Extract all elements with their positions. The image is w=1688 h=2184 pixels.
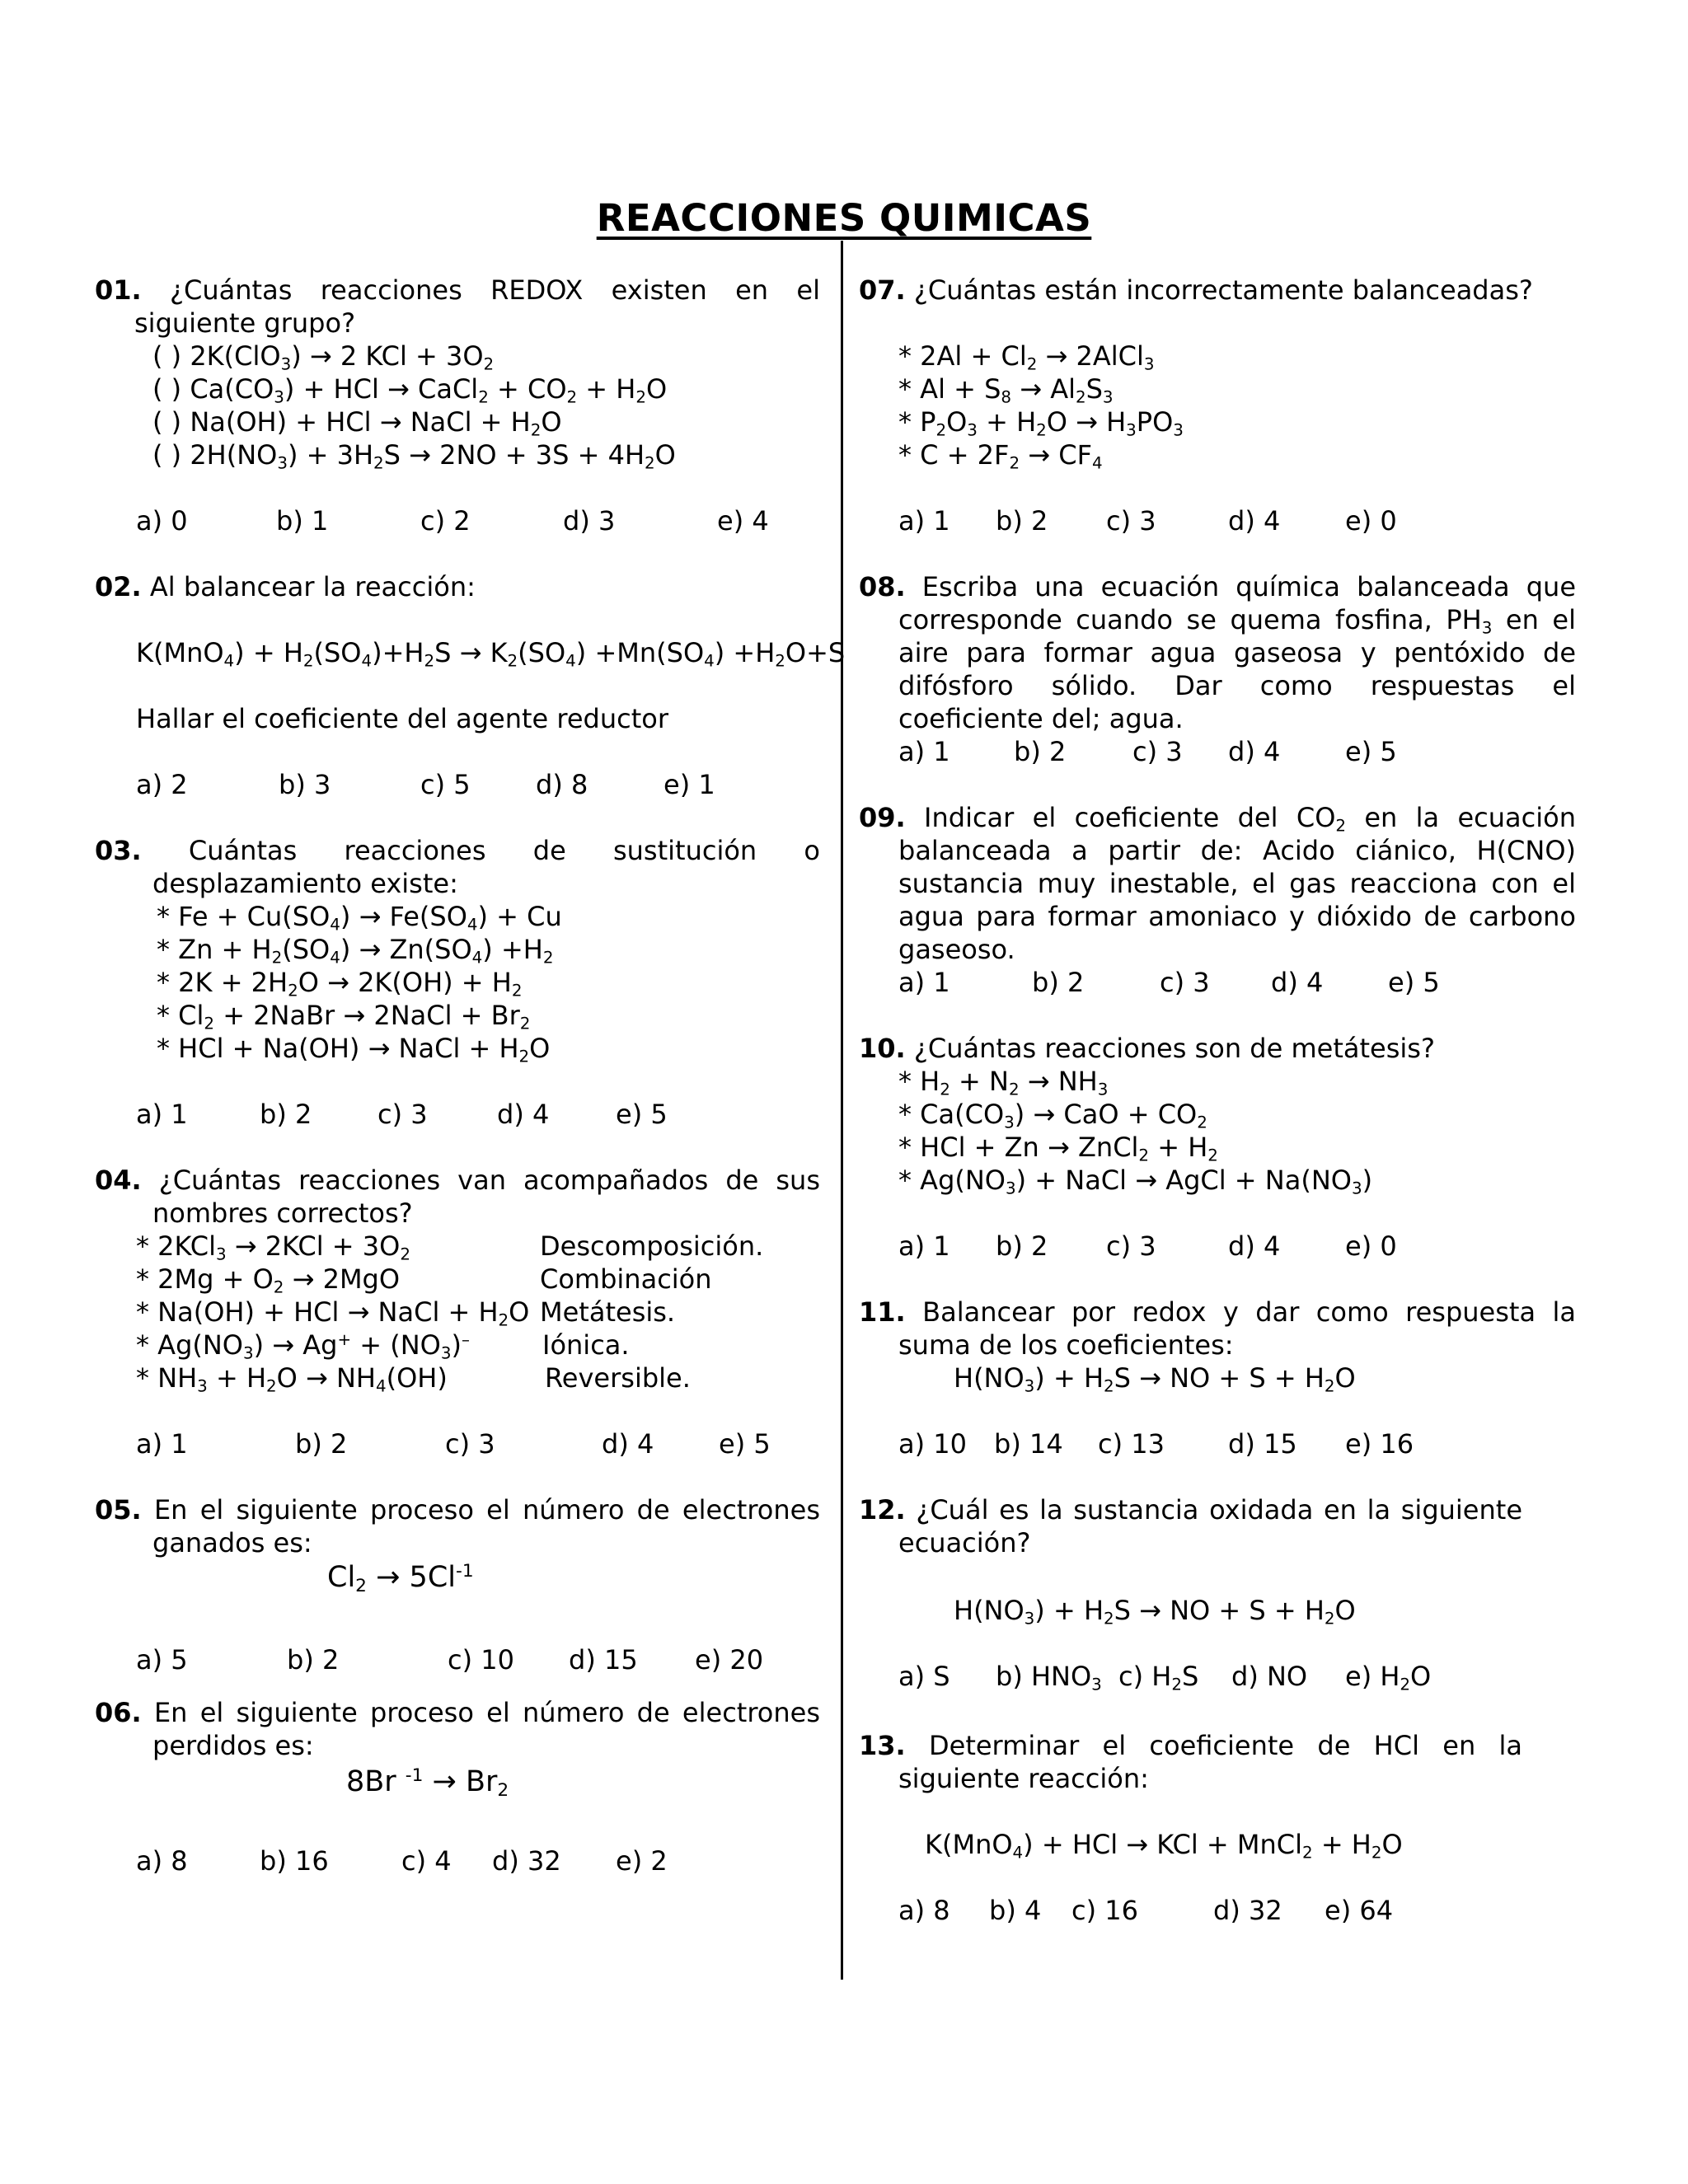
column-divider <box>841 241 843 1980</box>
reaction-line: * HCl + Na(OH) → NaCl + $H_2O$ <box>157 1033 551 1066</box>
option-b: b) 2 <box>996 505 1048 537</box>
question-13-text: 13. Determinar el coeficiente de HCl en la siguiente reacción: <box>859 1730 1523 1794</box>
option-d: d) 4 <box>497 1099 550 1130</box>
reaction-line: * $Ag(NO_3)$ + NaCl → AgCl + $Na(NO_3)$ <box>898 1165 1373 1198</box>
option-b: b) $HNO_3$ <box>996 1661 1102 1694</box>
reaction-line: * $NH_3 + H_2O \to NH_4(OH)$ <box>136 1362 448 1396</box>
option-c: c) 16 <box>1071 1895 1138 1926</box>
question-05-text: 05. En el siguiente proceso el número de electrones ganados es: <box>95 1494 820 1558</box>
option-c: c) $H_2S$ <box>1118 1661 1199 1694</box>
page-title: REACCIONES QUIMICAS <box>596 196 1092 240</box>
reaction-line: * $2Al + Cl_2$ → 2AlCl$_3$ <box>898 340 1155 374</box>
question-05 <box>95 1493 820 1675</box>
question-12-text: 12. ¿Cuál es la sustancia oxidada en la siguiente ecuación? <box>859 1494 1523 1558</box>
reaction-line: ( ) 2K(ClO$_3$) → 2 KCl + $3O_2$ <box>152 340 495 374</box>
question-11-text: 11. Balancear por redox y dar como respuesta la suma de los coeficientes: <box>859 1296 1577 1361</box>
option-c: c) 3 <box>445 1428 495 1460</box>
reaction-name: Descomposición. <box>540 1230 764 1262</box>
question-11 <box>859 1296 1577 1460</box>
option-a: a) 8 <box>898 1895 950 1926</box>
option-a: a) 8 <box>136 1845 188 1877</box>
reaction-line: $H(NO_3) + H_2S$ → NO + $S + H_2O$ <box>954 1362 1356 1396</box>
option-b: b) 2 <box>996 1230 1048 1262</box>
question-13 <box>859 1729 1576 1926</box>
option-a: a) 5 <box>136 1644 188 1675</box>
option-d: d) 4 <box>1228 1230 1281 1262</box>
option-c: c) 3 <box>1160 967 1210 998</box>
reaction-line: * $P_2O_3 + H_2O \to H_3PO_3$ <box>898 406 1184 440</box>
option-d: d) 4 <box>1228 736 1281 767</box>
option-d: d) 8 <box>536 769 588 800</box>
option-b: b) 2 <box>1014 736 1067 767</box>
option-c: c) 5 <box>420 769 471 800</box>
option-c: c) 3 <box>377 1099 428 1130</box>
option-e: e) 16 <box>1345 1428 1414 1460</box>
reaction-line: $K(MnO_4) + H_2(SO_4)+H_2S \to K_2(SO_4) +Mn(SO_4) +H_2O+S$ <box>136 637 846 671</box>
question-10-text: 10. ¿Cuántas reacciones son de metátesis? <box>859 1033 1435 1064</box>
reaction-line: ( ) $2H(NO_3) + 3H_2S \to 2NO + 3S + 4H_2O$ <box>152 439 676 473</box>
option-a: a) 0 <box>136 505 188 537</box>
option-d: d) 4 <box>1228 505 1281 537</box>
reaction-line: * $C + 2F_2 \to CF_4$ <box>898 439 1103 473</box>
option-d: d) 32 <box>1213 1895 1282 1926</box>
option-d: d) 32 <box>492 1845 561 1877</box>
option-a: a) S <box>898 1661 950 1692</box>
option-e: e) 0 <box>1345 1230 1397 1262</box>
option-c: c) 4 <box>401 1845 452 1877</box>
question-01 <box>95 274 821 537</box>
process-line: 8Br $^{-1} \to Br_2$ <box>346 1765 509 1802</box>
reaction-name: Metátesis. <box>540 1296 676 1328</box>
question-04-text: 04. ¿Cuántas reacciones van acompañados de sus nombres correctos? <box>95 1165 821 1229</box>
reaction-line: * $Ca(CO_3)$ → CaO + $CO_2$ <box>898 1099 1207 1132</box>
option-d: d) 3 <box>563 505 616 537</box>
question-09-text: 09. Indicar el coeficiente del $CO_2$ en la ecuación balanceada a partir de: Acido ciánico, H(CNO) sustancia muy inestable, el gas reacciona con el agua para formar amoniaco y dióxido de carbono gaseoso. <box>859 802 1577 965</box>
option-e: e) 5 <box>1345 736 1397 767</box>
option-a: a) 1 <box>136 1428 188 1460</box>
reaction-line: * $2K + 2H_2O \to 2K(OH) + H_2$ <box>157 967 523 1001</box>
option-e: e) 4 <box>717 505 769 537</box>
option-e: e) 0 <box>1345 505 1397 537</box>
reaction-line: * $Al + S_8 \to Al_2S_3$ <box>898 373 1114 407</box>
option-a: a) 10 <box>898 1428 967 1460</box>
question-06-text: 06. En el siguiente proceso el número de electrones perdidos es: <box>95 1697 820 1761</box>
option-e: e) 5 <box>1388 967 1440 998</box>
reaction-line: * $H_2 + N_2 \to NH_3$ <box>898 1066 1109 1099</box>
option-b: b) 2 <box>1032 967 1085 998</box>
question-08 <box>859 570 1577 767</box>
question-06 <box>95 1696 820 1877</box>
option-b: b) 2 <box>295 1428 348 1460</box>
question-02-text: 02. Al balancear la reacción: <box>95 571 476 602</box>
option-b: b) 3 <box>279 769 331 800</box>
option-b: b) 1 <box>276 505 329 537</box>
option-c: c) 2 <box>420 505 471 537</box>
reaction-line: ( ) Na(OH) + HCl → NaCl + $H_2O$ <box>152 406 562 440</box>
option-e: e) 1 <box>663 769 715 800</box>
option-e: e) 5 <box>719 1428 771 1460</box>
option-e: e) 64 <box>1325 1895 1394 1926</box>
reaction-name: Combinación <box>540 1263 712 1295</box>
reaction-line: ( ) $Ca(CO_3)$ + HCl → CaCl$_2$ + $CO_2 + H_2O$ <box>152 373 668 407</box>
option-c: c) 3 <box>1106 1230 1156 1262</box>
question-12 <box>859 1493 1576 1694</box>
reaction-line: * $Zn + H_2(SO_4) \to Zn(SO_4) +H_2$ <box>157 934 554 968</box>
question-04 <box>95 1164 821 1460</box>
option-d: d) 15 <box>569 1644 638 1675</box>
option-a: a) 1 <box>898 1230 950 1262</box>
option-b: b) 2 <box>260 1099 312 1130</box>
option-c: c) 3 <box>1106 505 1156 537</box>
option-a: a) 1 <box>898 505 950 537</box>
question-03 <box>95 834 821 1130</box>
option-d: d) 4 <box>1271 967 1324 998</box>
reaction-line: K(MnO$_4$) + HCl → KCl + MnCl$_2$ + $H_2O$ <box>925 1829 1403 1863</box>
reaction-line: * $2Mg + O_2 \to 2MgO$ <box>136 1263 401 1297</box>
reaction-line: $H(NO_3) + H_2S$ → NO + $S + H_2O$ <box>954 1595 1356 1629</box>
question-09 <box>859 801 1577 998</box>
question-07 <box>859 274 1576 537</box>
option-b: b) 2 <box>287 1644 340 1675</box>
option-b: b) 4 <box>989 1895 1042 1926</box>
option-d: d) NO <box>1231 1661 1308 1692</box>
option-e: e) 5 <box>616 1099 668 1130</box>
reaction-line: * Na(OH) + HCl → NaCl + $H_2O$ <box>136 1296 530 1330</box>
option-e: e) 2 <box>616 1845 668 1877</box>
option-a: a) 1 <box>898 967 950 998</box>
question-03-text: 03. Cuántas reacciones de sustitución o desplazamiento existe: <box>95 835 821 899</box>
question-02-prompt: Hallar el coeficiente del agente reductor <box>136 703 668 734</box>
reaction-name: Reversible. <box>545 1362 691 1394</box>
option-b: b) 16 <box>260 1845 329 1877</box>
question-08-text: 08. Escriba una ecuación química balanceada que corresponde cuando se quema fosfina, $PH_3$ en el aire para formar agua gaseosa y pentóxido de difósforo sólido. Dar como respuestas el coeficiente del; agua. <box>859 571 1577 734</box>
reaction-line: * $Fe + Cu(SO_4) \to Fe(SO_4) + Cu$ <box>157 901 562 935</box>
option-a: a) 1 <box>898 736 950 767</box>
option-b: b) 14 <box>994 1428 1063 1460</box>
reaction-line: * $Ag(NO_3) \to Ag^+ + (NO_3)^-$ <box>136 1329 470 1363</box>
reaction-line: * $Cl_2$ + 2NaBr → 2NaCl + $Br_2$ <box>157 1000 531 1033</box>
reaction-line: * $2KCl_3 \to 2KCl + 3O_2$ <box>136 1230 410 1264</box>
question-01-text: 01. ¿Cuántas reacciones REDOX existen en el siguiente grupo? <box>95 274 821 339</box>
option-c: c) 3 <box>1132 736 1183 767</box>
reaction-line: * HCl + Zn → ZnCl$_2$ + $H_2$ <box>898 1132 1218 1165</box>
option-a: a) 1 <box>136 1099 188 1130</box>
reaction-name: Iónica. <box>542 1329 630 1361</box>
option-d: d) 15 <box>1228 1428 1297 1460</box>
process-line: $Cl_2 \to 5Cl^{-1}$ <box>327 1561 474 1597</box>
option-c: c) 13 <box>1098 1428 1165 1460</box>
option-d: d) 4 <box>602 1428 654 1460</box>
option-e: e) $H_2O$ <box>1345 1661 1432 1694</box>
option-a: a) 2 <box>136 769 188 800</box>
question-07-text: 07. ¿Cuántas están incorrectamente balanceadas? <box>859 274 1533 306</box>
option-c: c) 10 <box>448 1644 514 1675</box>
option-e: e) 20 <box>695 1644 764 1675</box>
